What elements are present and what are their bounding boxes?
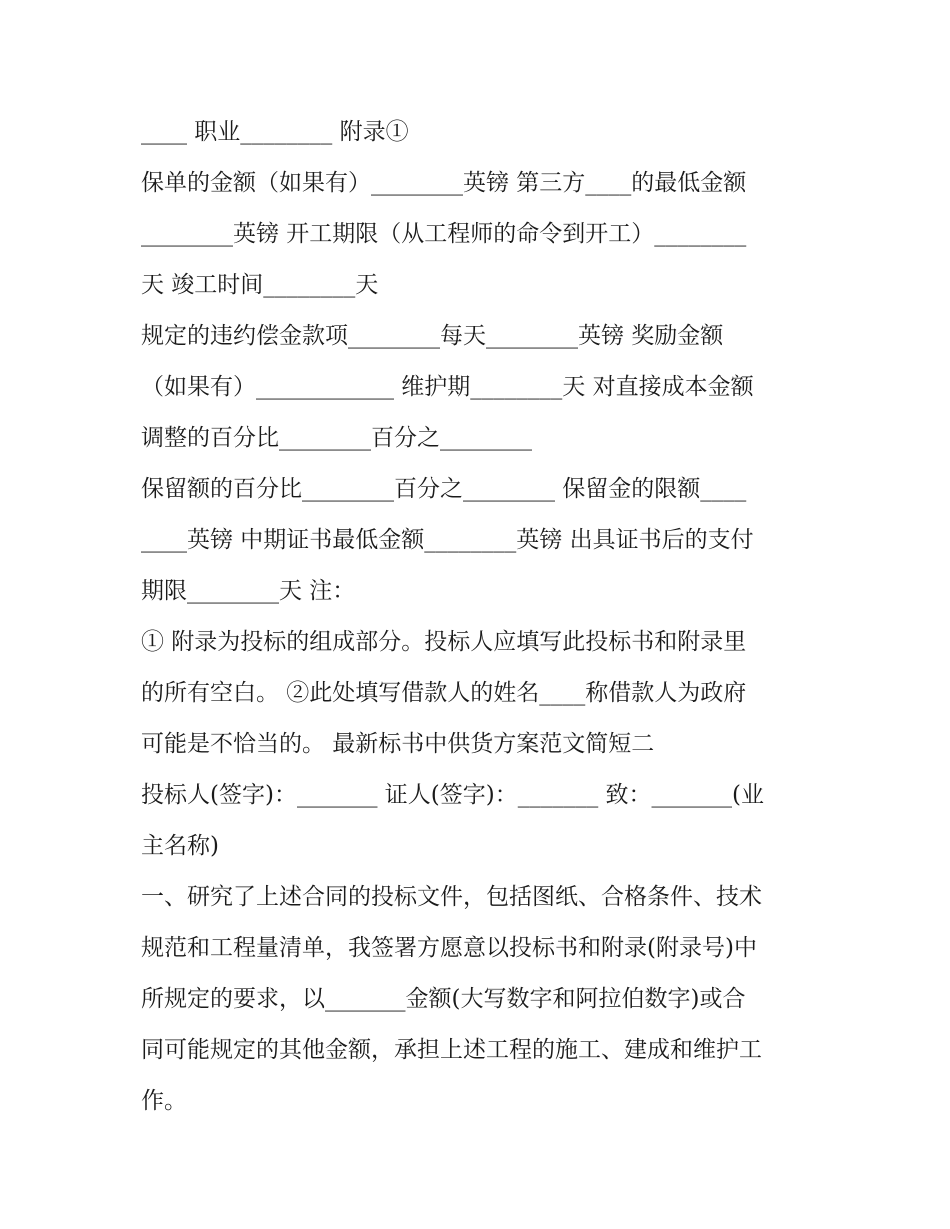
text-line: 同可能规定的其他金额，承担上述工程的施工、建成和维护工 — [141, 1037, 762, 1063]
text-line: ____英镑 中期证书最低金额________英镑 出具证书后的支付 — [141, 527, 754, 553]
text-line: ____ 职业________ 附录① — [141, 119, 409, 145]
text-line: 保单的金额（如果有）________英镑 第三方____的最低金额 — [141, 170, 747, 196]
text-line: 期限________天 注： — [141, 578, 356, 604]
text-line: 所规定的要求，以_______金额(大写数字和阿拉伯数字)或合 — [141, 986, 746, 1012]
text-line: 调整的百分比________百分之________ — [141, 425, 532, 451]
document-body — [141, 107, 821, 1127]
text-line: ① 附录为投标的组成部分。投标人应填写此投标书和附录里 — [141, 629, 747, 655]
text-line: 主名称) — [141, 833, 219, 859]
text-line: 一、研究了上述合同的投标文件，包括图纸、合格条件、技术 — [141, 884, 762, 910]
text-line: 规范和工程量清单，我签署方愿意以投标书和附录(附录号)中 — [141, 935, 757, 961]
text-line: 天 竣工时间________天 — [141, 272, 379, 298]
text-line: 规定的违约偿金款项________每天________英镑 奖励金额 — [141, 323, 724, 349]
text-line: 作。 — [141, 1088, 187, 1114]
text-line: （如果有）____________ 维护期________天 对直接成本金额 — [141, 374, 754, 400]
text-line: 的所有空白。 ②此处填写借款人的姓名____称借款人为政府 — [141, 680, 747, 706]
text-line: ________英镑 开工期限（从工程师的命令到开工）________ — [141, 221, 747, 247]
text-line: 保留额的百分比________百分之________ 保留金的限额____ — [141, 476, 747, 502]
text-line: 可能是不恰当的。 最新标书中供货方案范文简短二 — [141, 731, 655, 757]
text-line: 投标人(签字)：_______ 证人(签字)：_______ 致：_______(业 — [141, 782, 764, 808]
